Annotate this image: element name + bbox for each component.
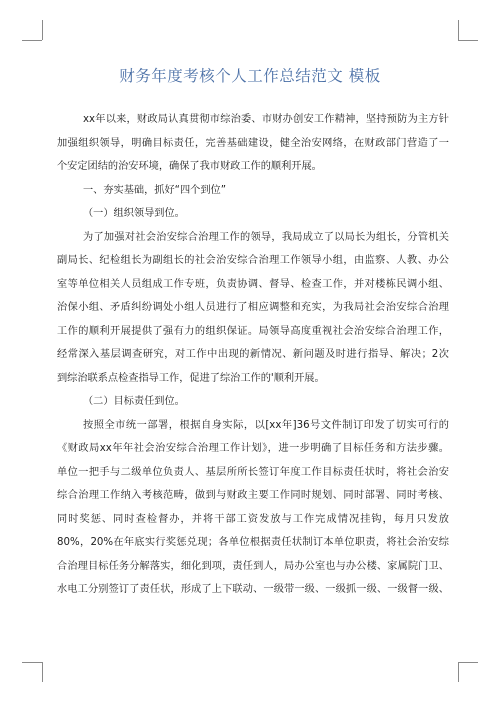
body-line: 80%，20%在年底实行奖惩兑现；各单位根据责任状制订本单位职责，将社会治安综	[57, 537, 449, 548]
body-line: 合治理目标任务分解落实，细化到项，责任到人，局办公室也与办公楼、家属院门卫、	[57, 560, 449, 572]
body-line: 同时奖惩、同时查检督办，并将干部工资发放与工作完成情况挂钩，每月只发放	[57, 513, 449, 525]
body-line: 《财政局xx年年社会治安综合治理工作计划》，进一步明确了目标任务和方法步骤。	[57, 443, 449, 454]
body-line: 室等单位相关人员组成工作专班，负责协调、督导、检查工作，并对楼栋民调小组、	[57, 278, 449, 290]
body-line: 加强组织领导，明确目标责任，完善基础建设，健全治安网络，在财政部门营造了一	[57, 137, 449, 149]
body-line: 单位一把手与二级单位负责人、基层所所长签订年度工作目标责任状时，将社会治安	[57, 466, 449, 478]
body-line: 工作的顺利开展提供了强有力的组织保证。局领导高度重视社会治安综合治理工作，	[57, 325, 449, 337]
body-line: （一）组织领导到位。	[83, 208, 185, 219]
body-line: 按照全市统一部署，根据自身实际，以[xx年]36号文件制订印发了切实可行的	[83, 419, 449, 431]
document-title: 财务年度考核个人工作总结范文 模板	[119, 67, 381, 85]
body-line: 为了加强对社会治安综合治理工作的领导，我局成立了以局长为组长，分管机关	[83, 231, 449, 243]
body-line: 副局长、纪检组长为副组长的社会治安综合治理工作领导小组，由监察、人教、办公	[57, 255, 449, 266]
body-line: 综合治理工作纳入考核范畴，做到与财政主要工作同时规划、同时部署、同时考核、	[57, 490, 449, 501]
body-line: 一、夯实基础，抓好“四个到位”	[83, 184, 226, 196]
body-line: 水电工分别签订了责任状，形成了上下联动、一级带一级、一级抓一级、一级督一级、	[57, 584, 449, 595]
body-line: xx年以来，财政局认真贯彻市综治委、市财办创安工作精神，坚持预防为主方针	[83, 114, 449, 125]
body-line: 到综治联系点检查指导工作，促进了综治工作的'顺利开展。	[57, 372, 325, 384]
body-line: 经常深入基层调查研究，对工作中出现的新情况、新问题及时进行指导、解决；2次	[57, 349, 449, 360]
body-line: （二）目标责任到位。	[83, 396, 185, 407]
body-line: 个安定团结的治安环境，确保了我市财政工作的顺利开展。	[57, 161, 322, 172]
document-body	[57, 108, 449, 602]
body-line: 治保小组、矛盾纠纷调处小组人员进行了相应调整和充实，为我局社会治安综合治理	[57, 302, 449, 313]
